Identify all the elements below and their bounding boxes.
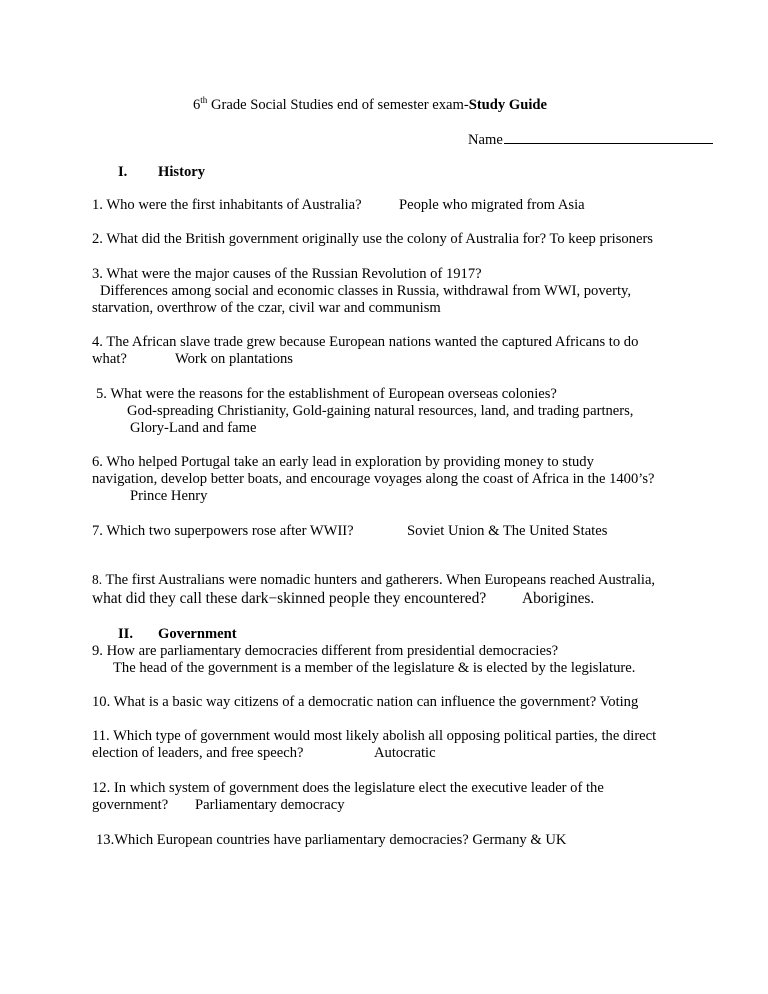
- title-bold: Study Guide: [468, 97, 547, 113]
- question-13: 13.Which European countries have parliamentary democracies? Germany & UK: [96, 832, 567, 848]
- question-12: 12. In which system of government does the legislature elect the executive leader of the: [92, 780, 604, 796]
- question-8-text: The first Australians were nomadic hunters and gatherers. When Europeans reached Australia,: [105, 572, 656, 588]
- name-field: [468, 129, 713, 149]
- answer-11: Autocratic: [374, 745, 436, 761]
- section-numeral: II.: [118, 626, 134, 642]
- question-4-line-2: what?: [92, 351, 127, 367]
- question-11: 11. Which type of government would most likely abolish all opposing political parties, the direct: [92, 728, 657, 744]
- answer-6: Prince Henry: [130, 488, 208, 504]
- question-3: 3. What were the major causes of the Russian Revolution of 1917?: [92, 266, 482, 282]
- answer-4: Work on plantations: [175, 351, 293, 367]
- title-text: Grade Social Studies end of semester exam-: [207, 97, 469, 113]
- section-heading-history: [118, 163, 206, 181]
- section-title: History: [158, 164, 206, 180]
- question-11-line-2: election of leaders, and free speech?: [92, 745, 304, 761]
- name-label: Name: [468, 132, 503, 148]
- question-2: 2. What did the British government originally use the colony of Australia for? To keep prisoners: [92, 231, 653, 247]
- question-6-line-2: navigation, develop better boats, and encourage voyages along the coast of Africa in the 1400’s?: [92, 471, 655, 487]
- question-8-number: 8.: [92, 572, 103, 587]
- answer-1: People who migrated from Asia: [399, 197, 585, 213]
- question-8: [92, 571, 655, 589]
- question-5: 5. What were the reasons for the establishment of European overseas colonies?: [96, 386, 557, 402]
- answer-5-line-1: God-spreading Christianity, Gold-gaining natural resources, land, and trading partners,: [127, 403, 634, 419]
- question-10: 10. What is a basic way citizens of a democratic nation can influence the government? Voting: [92, 694, 639, 710]
- question-4: 4. The African slave trade grew because European nations wanted the captured Africans to do: [92, 334, 639, 350]
- section-heading-government: [118, 625, 237, 643]
- question-12-line-2: government?: [92, 797, 169, 813]
- page-title: [193, 96, 547, 114]
- section-numeral: I.: [118, 164, 128, 180]
- answer-3-line-2: starvation, overthrow of the czar, civil war and communism: [92, 300, 441, 316]
- answer-7: Soviet Union & The United States: [407, 523, 608, 539]
- answer-12: Parliamentary democracy: [195, 797, 345, 813]
- answer-3-line-1: Differences among social and economic classes in Russia, withdrawal from WWI, poverty,: [100, 283, 632, 299]
- question-1: 1. Who were the first inhabitants of Australia?: [92, 197, 362, 213]
- answer-9: The head of the government is a member of the legislature & is elected by the legislature.: [113, 660, 636, 676]
- title-superscript: th: [200, 95, 208, 105]
- name-blank: [504, 129, 713, 144]
- question-7: 7. Which two superpowers rose after WWII?: [92, 523, 354, 539]
- answer-8: Aborigines.: [522, 590, 595, 607]
- title-prefix: 6: [193, 97, 201, 113]
- question-9: 9. How are parliamentary democracies different from presidential democracies?: [92, 643, 559, 659]
- question-8-line-2: what did they call these dark−skinned people they encountered?: [92, 590, 487, 607]
- question-6: 6. Who helped Portugal take an early lead in exploration by providing money to study: [92, 454, 594, 470]
- section-title: Government: [158, 626, 237, 642]
- answer-5-line-2: Glory-Land and fame: [130, 420, 257, 436]
